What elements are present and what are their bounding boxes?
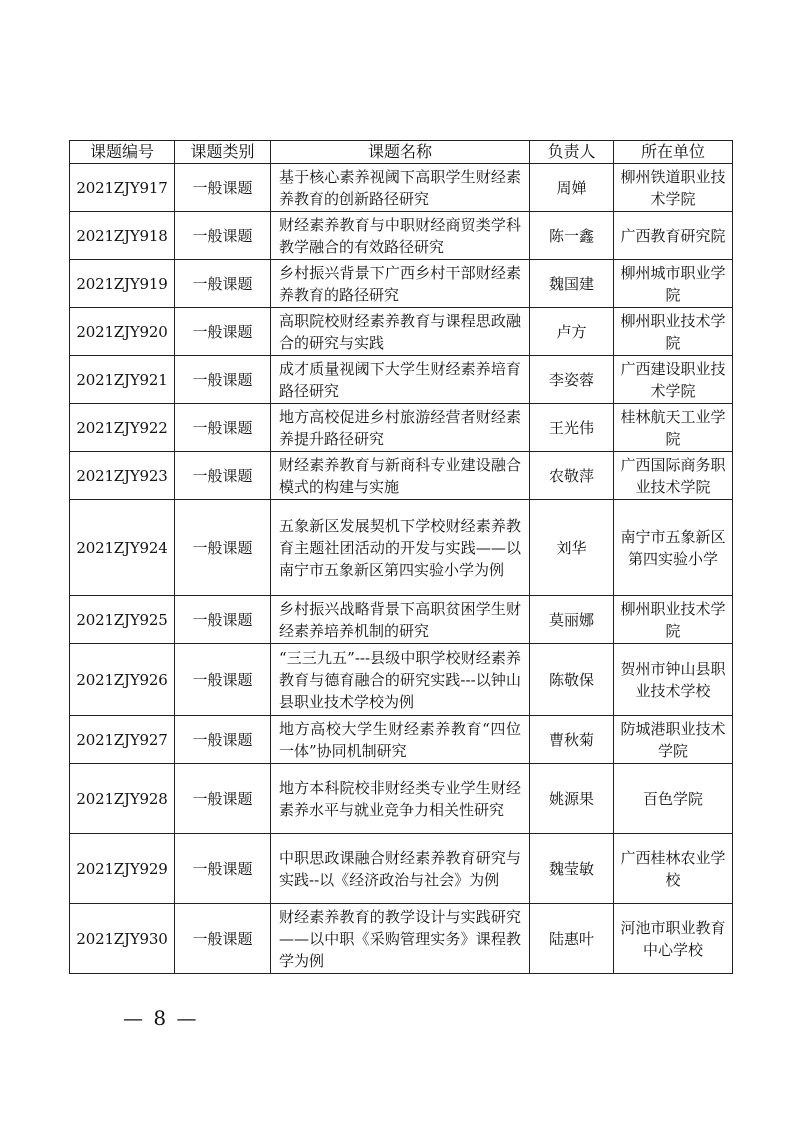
header-leader: 负责人	[530, 141, 614, 164]
row-title: 财经素养教育的教学设计与实践研究——以中职《采购管理实务》课程教学为例	[271, 904, 530, 974]
row-category: 一般课题	[175, 834, 271, 904]
row-code: 2021ZJY927	[70, 716, 175, 764]
row-code: 2021ZJY925	[70, 596, 175, 644]
table-row	[70, 308, 733, 356]
row-code: 2021ZJY917	[70, 164, 175, 212]
row-category: 一般课题	[175, 644, 271, 716]
row-unit: 南宁市五象新区第四实验小学	[614, 500, 733, 596]
row-code: 2021ZJY926	[70, 644, 175, 716]
row-category: 一般课题	[175, 212, 271, 260]
row-leader: 魏莹敏	[530, 834, 614, 904]
row-code: 2021ZJY920	[70, 308, 175, 356]
row-title: 基于核心素养视阈下高职学生财经素养教育的创新路径研究	[271, 164, 530, 212]
row-unit: 广西桂林农业学校	[614, 834, 733, 904]
row-unit: 河池市职业教育中心学校	[614, 904, 733, 974]
row-category: 一般课题	[175, 596, 271, 644]
table-row	[70, 500, 733, 596]
row-code: 2021ZJY928	[70, 764, 175, 834]
table-row	[70, 164, 733, 212]
row-leader: 陈一鑫	[530, 212, 614, 260]
row-code: 2021ZJY922	[70, 404, 175, 452]
header-unit: 所在单位	[614, 141, 733, 164]
row-category: 一般课题	[175, 904, 271, 974]
row-category: 一般课题	[175, 500, 271, 596]
row-category: 一般课题	[175, 260, 271, 308]
row-title: 高职院校财经素养教育与课程思政融合的研究与实践	[271, 308, 530, 356]
row-category: 一般课题	[175, 764, 271, 834]
row-code: 2021ZJY924	[70, 500, 175, 596]
row-code: 2021ZJY923	[70, 452, 175, 500]
row-category: 一般课题	[175, 716, 271, 764]
row-title: “三三九五”---县级中职学校财经素养教育与德育融合的研究实践---以钟山县职业技术学校为例	[271, 644, 530, 716]
row-leader: 陆惠叶	[530, 904, 614, 974]
row-title: 财经素养教育与新商科专业建设融合模式的构建与实施	[271, 452, 530, 500]
row-unit: 广西建设职业技术学院	[614, 356, 733, 404]
row-leader: 魏国建	[530, 260, 614, 308]
table-row	[70, 212, 733, 260]
row-code: 2021ZJY918	[70, 212, 175, 260]
table-row	[70, 904, 733, 974]
row-title: 财经素养教育与中职财经商贸类学科教学融合的有效路径研究	[271, 212, 530, 260]
row-title: 五象新区发展契机下学校财经素养教育主题社团活动的开发与实践——以南宁市五象新区第四实验小学为例	[271, 500, 530, 596]
project-table	[69, 140, 733, 974]
row-unit: 柳州职业技术学院	[614, 596, 733, 644]
row-leader: 卢方	[530, 308, 614, 356]
row-title: 地方本科院校非财经类专业学生财经素养水平与就业竞争力相关性研究	[271, 764, 530, 834]
row-unit: 桂林航天工业学院	[614, 404, 733, 452]
row-leader: 姚源果	[530, 764, 614, 834]
row-unit: 百色学院	[614, 764, 733, 834]
table-row	[70, 452, 733, 500]
table-row	[70, 716, 733, 764]
table-row	[70, 260, 733, 308]
row-title: 成才质量视阈下大学生财经素养培育路径研究	[271, 356, 530, 404]
table-row	[70, 644, 733, 716]
row-unit: 防城港职业技术学院	[614, 716, 733, 764]
row-unit: 柳州城市职业学院	[614, 260, 733, 308]
row-leader: 莫丽娜	[530, 596, 614, 644]
row-unit: 广西国际商务职业技术学院	[614, 452, 733, 500]
row-leader: 周婵	[530, 164, 614, 212]
row-title: 中职思政课融合财经素养教育研究与实践--以《经济政治与社会》为例	[271, 834, 530, 904]
row-code: 2021ZJY921	[70, 356, 175, 404]
row-leader: 李姿蓉	[530, 356, 614, 404]
row-category: 一般课题	[175, 356, 271, 404]
page-number: — 8 —	[123, 1006, 199, 1030]
row-unit: 柳州职业技术学院	[614, 308, 733, 356]
row-title: 地方高校促进乡村旅游经营者财经素养提升路径研究	[271, 404, 530, 452]
header-title: 课题名称	[271, 141, 530, 164]
table-row	[70, 596, 733, 644]
row-unit: 广西教育研究院	[614, 212, 733, 260]
table-row	[70, 356, 733, 404]
row-leader: 王光伟	[530, 404, 614, 452]
row-title: 乡村振兴战略背景下高职贫困学生财经素养培养机制的研究	[271, 596, 530, 644]
row-category: 一般课题	[175, 164, 271, 212]
row-code: 2021ZJY919	[70, 260, 175, 308]
table-row	[70, 404, 733, 452]
row-leader: 曹秋菊	[530, 716, 614, 764]
row-code: 2021ZJY930	[70, 904, 175, 974]
table-header-row	[70, 141, 733, 164]
header-code: 课题编号	[70, 141, 175, 164]
row-category: 一般课题	[175, 404, 271, 452]
row-unit: 柳州铁道职业技术学院	[614, 164, 733, 212]
row-leader: 刘华	[530, 500, 614, 596]
table-row	[70, 834, 733, 904]
header-category: 课题类别	[175, 141, 271, 164]
row-leader: 陈敬保	[530, 644, 614, 716]
row-category: 一般课题	[175, 452, 271, 500]
row-category: 一般课题	[175, 308, 271, 356]
row-code: 2021ZJY929	[70, 834, 175, 904]
row-leader: 农敬萍	[530, 452, 614, 500]
row-title: 乡村振兴背景下广西乡村干部财经素养教育的路径研究	[271, 260, 530, 308]
row-title: 地方高校大学生财经素养教育“四位一体”协同机制研究	[271, 716, 530, 764]
row-unit: 贺州市钟山县职业技术学校	[614, 644, 733, 716]
table-row	[70, 764, 733, 834]
